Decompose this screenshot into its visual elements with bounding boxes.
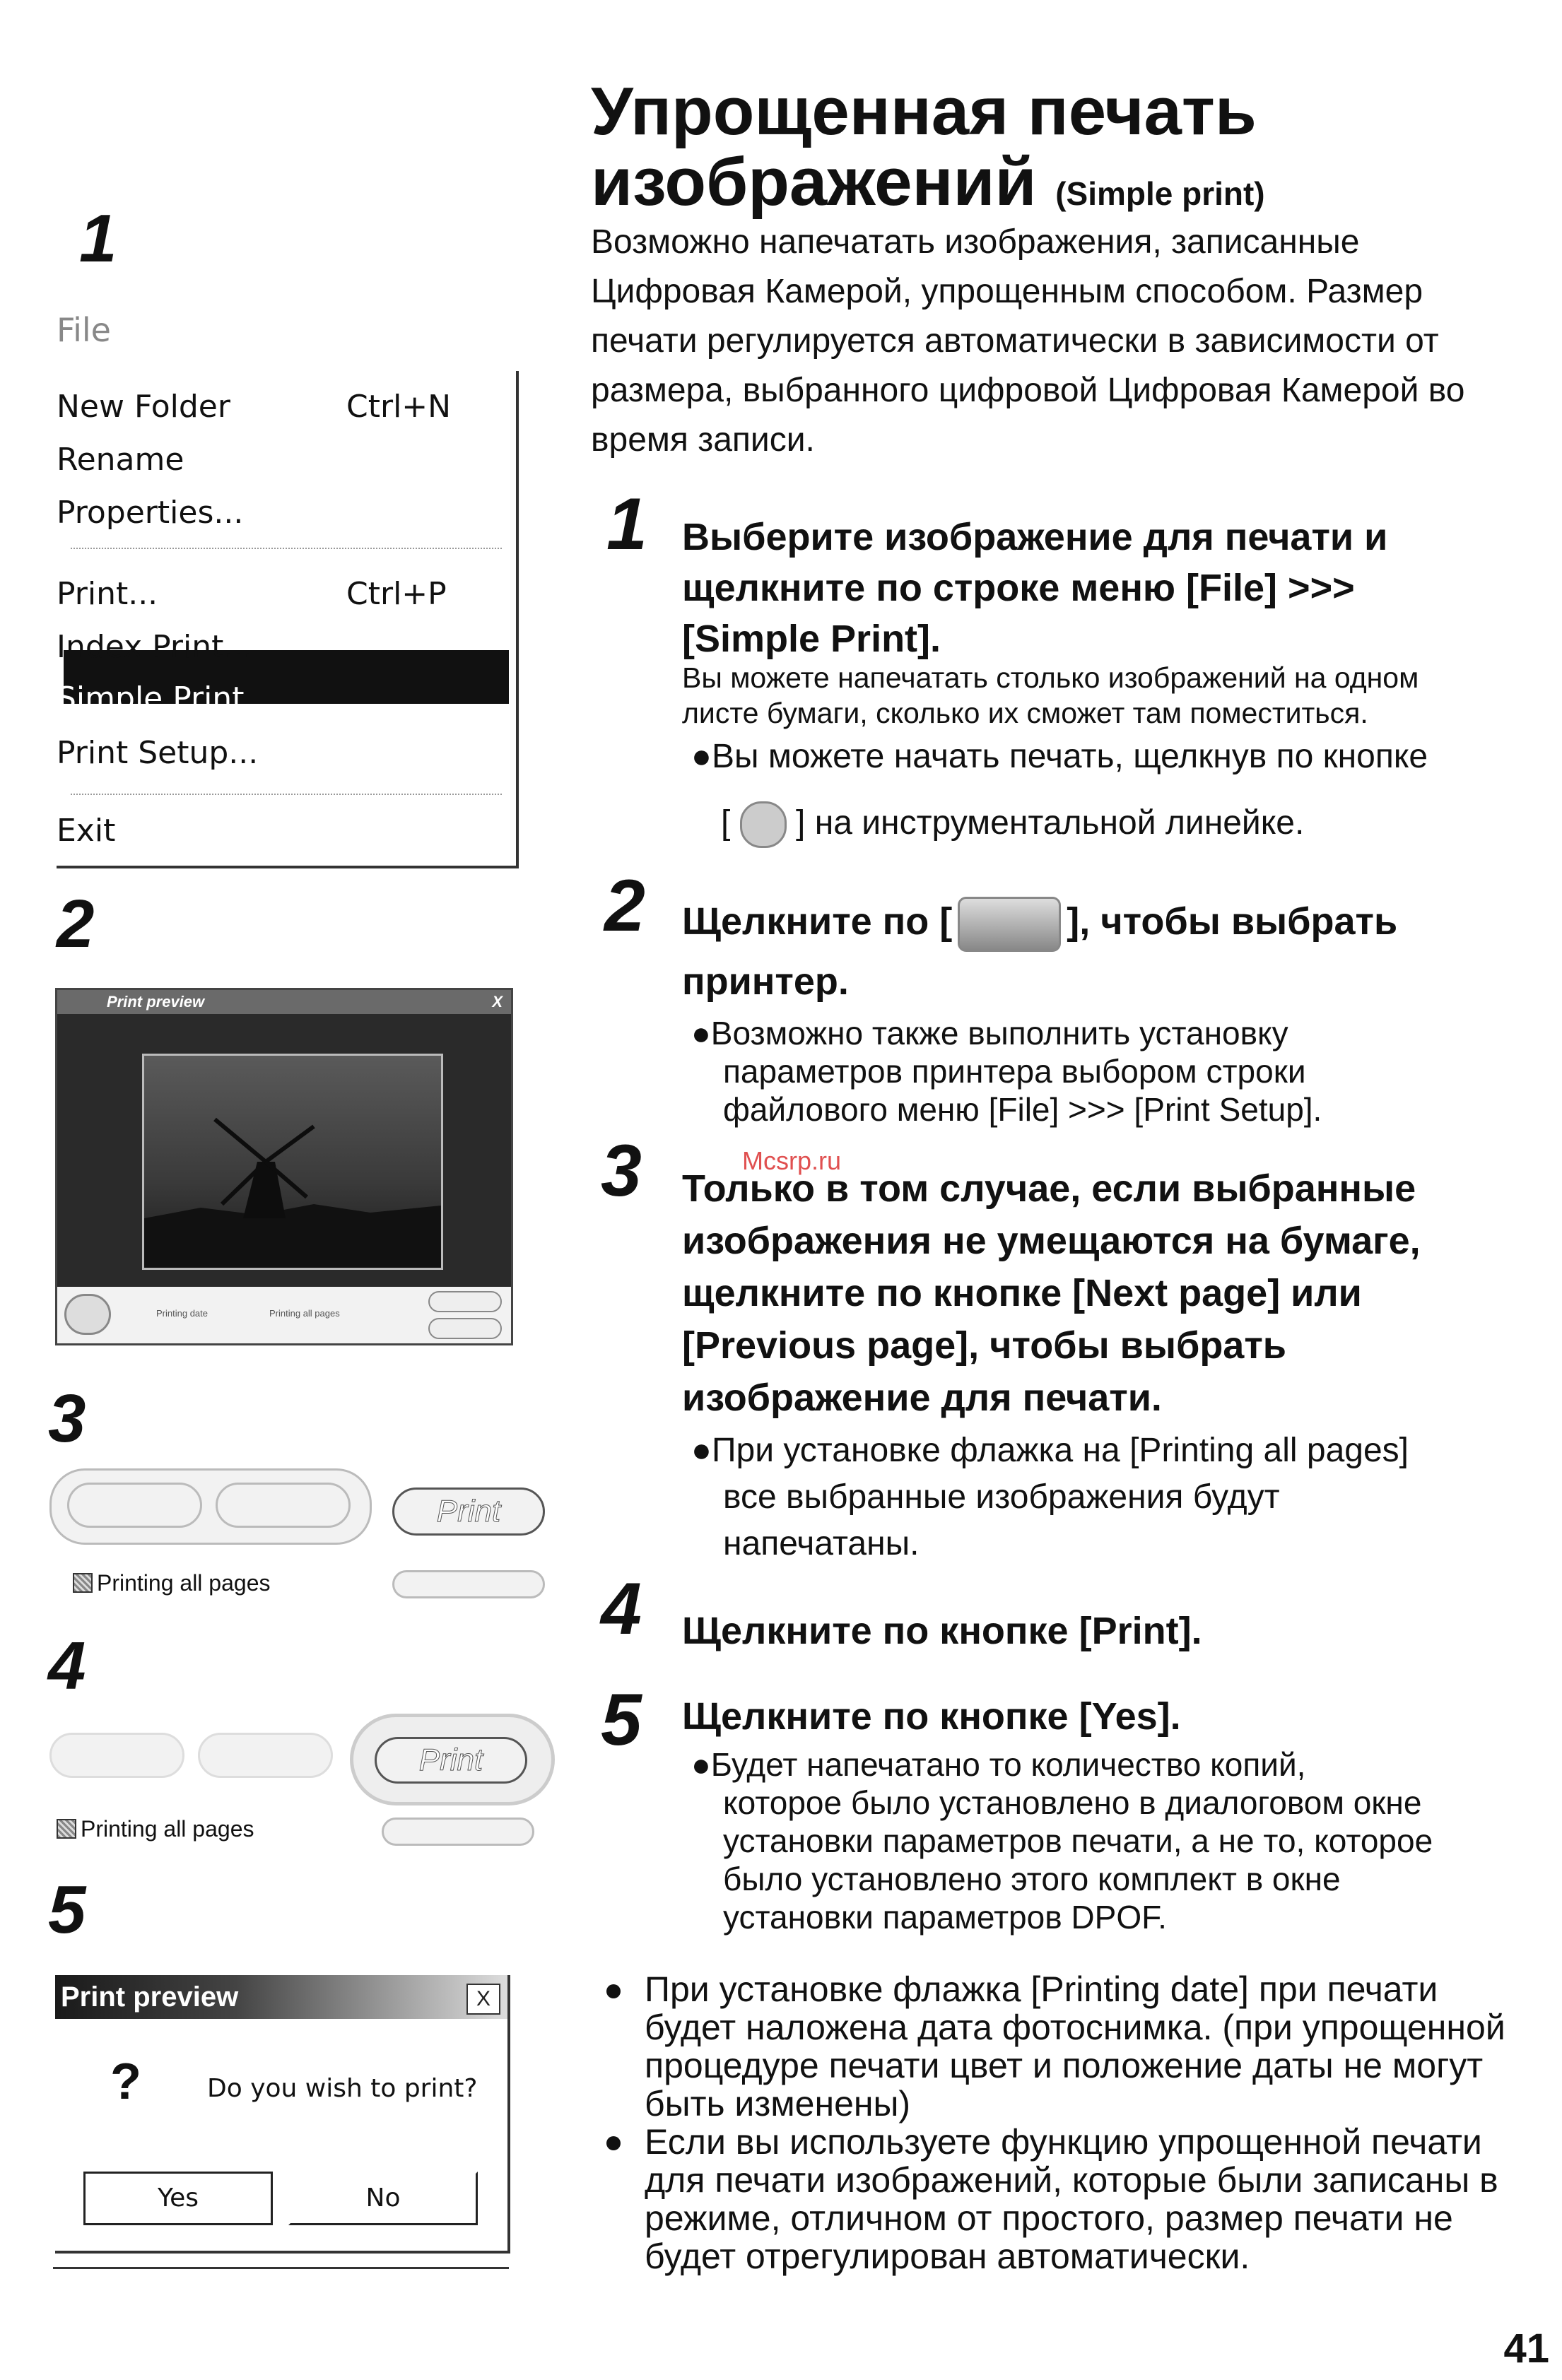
- printing-date-checkbox[interactable]: Printing date: [156, 1308, 208, 1319]
- step4-heading: Щелкните по кнопке [Print].: [682, 1610, 1202, 1652]
- printer-settings-icon[interactable]: [64, 1294, 111, 1335]
- step3-bullet: ●При установке флажка на [Printing all pages] все выбранные изображения будут напечатаны.: [691, 1432, 1409, 1562]
- shortcut: Ctrl+P: [346, 576, 447, 612]
- step-number-3: 3: [601, 1130, 642, 1212]
- print-button[interactable]: [428, 1291, 502, 1312]
- cancel-button[interactable]: [382, 1818, 534, 1846]
- preview-title-bar: [57, 990, 511, 1014]
- step2-heading: Щелкните по [ ], чтобы выбрать принтер.: [682, 896, 1551, 1007]
- simple-print-toolbar-icon: [740, 801, 787, 848]
- next-page-button[interactable]: [198, 1733, 333, 1778]
- note-2: Если вы используете функцию упрощенной печати для печати изображений, которые были записаны в режиме, отличном от простого, размер печати не будет отрегулирован автоматически.: [645, 2122, 1498, 2276]
- step-label-5: 5: [48, 1872, 86, 1948]
- menu-item-exit[interactable]: Exit: [57, 813, 116, 849]
- menu-item-print[interactable]: Print... Ctrl+P: [57, 576, 447, 612]
- cancel-button[interactable]: [428, 1318, 502, 1339]
- previous-page-button[interactable]: [67, 1483, 202, 1528]
- note-bullet-icon: [606, 2136, 621, 2150]
- close-icon[interactable]: X: [466, 1984, 500, 2015]
- menu-separator: [71, 794, 502, 795]
- page-subtitle: (Simple print): [1055, 175, 1265, 212]
- checkbox-icon: [57, 1819, 76, 1839]
- intro-paragraph: Возможно напечатать изображения, записанные Цифровая Камерой, упрощенным способом. Размер печати регулируется автоматически в зависимости от размера, выбранного цифровой Цифровая Камерой во время записи.: [591, 223, 1465, 459]
- dialog-message: Do you wish to print?: [207, 2074, 478, 2103]
- dialog-title-bar: [55, 1975, 507, 2019]
- close-icon[interactable]: X: [492, 993, 503, 1011]
- step-label-2: 2: [57, 886, 95, 962]
- print-preview-window: [55, 988, 513, 1345]
- file-menu-title[interactable]: File: [57, 311, 111, 349]
- dialog-title: Print preview: [61, 1981, 239, 2013]
- preview-title: Print preview: [107, 993, 205, 1011]
- printing-all-pages-checkbox[interactable]: Printing all pages: [269, 1308, 340, 1319]
- dialog-bottom-rule: [53, 2267, 509, 2269]
- previous-page-button[interactable]: [49, 1733, 184, 1778]
- page-title-line2: изображений (Simple print): [591, 144, 1265, 220]
- menu-item-index-print[interactable]: Index Print...: [57, 629, 254, 665]
- confirm-print-dialog: [55, 1975, 510, 2254]
- step-number-1: 1: [606, 483, 647, 565]
- menu-item-properties[interactable]: Properties...: [57, 495, 244, 531]
- note-1: При установке флажка [Printing date] при печати будет наложена дата фотоснимка. (при упрощенной процедуре печати цвет и положение даты не могут быть изменены): [645, 1969, 1505, 2123]
- step-label-4: 4: [48, 1628, 86, 1704]
- shortcut: Ctrl+N: [346, 389, 452, 425]
- step-number-5: 5: [601, 1679, 642, 1761]
- menu-item-rename[interactable]: Rename: [57, 442, 184, 478]
- print-button[interactable]: Print: [375, 1737, 527, 1784]
- page-number: 41: [1503, 2326, 1549, 2372]
- watermark: Mcsrp.ru: [742, 1146, 842, 1175]
- yes-button[interactable]: Yes: [83, 2172, 273, 2225]
- step1-bullet: ●Вы можете начать печать, щелкнув по кнопке: [691, 738, 1428, 775]
- checkbox-icon: [73, 1573, 93, 1593]
- question-icon: ?: [110, 2054, 141, 2110]
- step-label-1: 1: [79, 201, 117, 276]
- step5-heading: Щелкните по кнопке [Yes].: [682, 1695, 1181, 1738]
- printer-settings-icon: [958, 897, 1061, 952]
- step1-note: Вы можете напечатать столько изображений на одном листе бумаги, сколько их сможет там поместиться.: [682, 661, 1419, 729]
- cancel-button[interactable]: [392, 1570, 545, 1598]
- page-title-line1: Упрощенная печать: [591, 73, 1257, 149]
- step2-bullet: ●Возможно также выполнить установку параметров принтера выбором строки файлового меню [File] >>> [Print Setup].: [691, 1015, 1322, 1128]
- step3-heading: Только в том случае, если выбранные изображения не умещаются на бумаге, щелкните по кнопке [Next page] или [Previous page], чтобы выбрать изображение для печати.: [682, 1167, 1421, 1419]
- step-number-4: 4: [601, 1568, 642, 1650]
- note-bullet-icon: [606, 1984, 621, 1998]
- no-button[interactable]: No: [288, 2172, 478, 2225]
- step-label-3: 3: [48, 1381, 86, 1456]
- step1-bullet-tail: [ ] на инструментальной линейке.: [721, 801, 1304, 848]
- windmill-photo: [144, 1056, 441, 1268]
- printing-all-pages-checkbox[interactable]: Printing all pages: [57, 1816, 254, 1842]
- menu-item-new-folder[interactable]: New Folder Ctrl+N: [57, 389, 452, 425]
- print-button[interactable]: Print: [392, 1488, 545, 1536]
- next-page-button[interactable]: [216, 1483, 351, 1528]
- menu-item-simple-print[interactable]: Simple Print...: [57, 681, 274, 717]
- step5-bullet: ●Будет напечатано то количество копий, которое было установлено в диалоговом окне установки параметров печати, а не то, которое было установлено этого комплект в окне установки параметров DPOF.: [691, 1746, 1433, 1936]
- step1-heading: Выберите изображение для печати и щелкните по строке меню [File] >>> [Simple Print].: [682, 516, 1388, 660]
- printing-all-pages-checkbox[interactable]: Printing all pages: [73, 1570, 270, 1596]
- preview-footer: [57, 1287, 511, 1343]
- preview-image: [142, 1054, 443, 1270]
- step-number-2: 2: [604, 865, 645, 947]
- menu-item-print-setup[interactable]: Print Setup...: [57, 735, 259, 771]
- menu-separator: [71, 548, 502, 549]
